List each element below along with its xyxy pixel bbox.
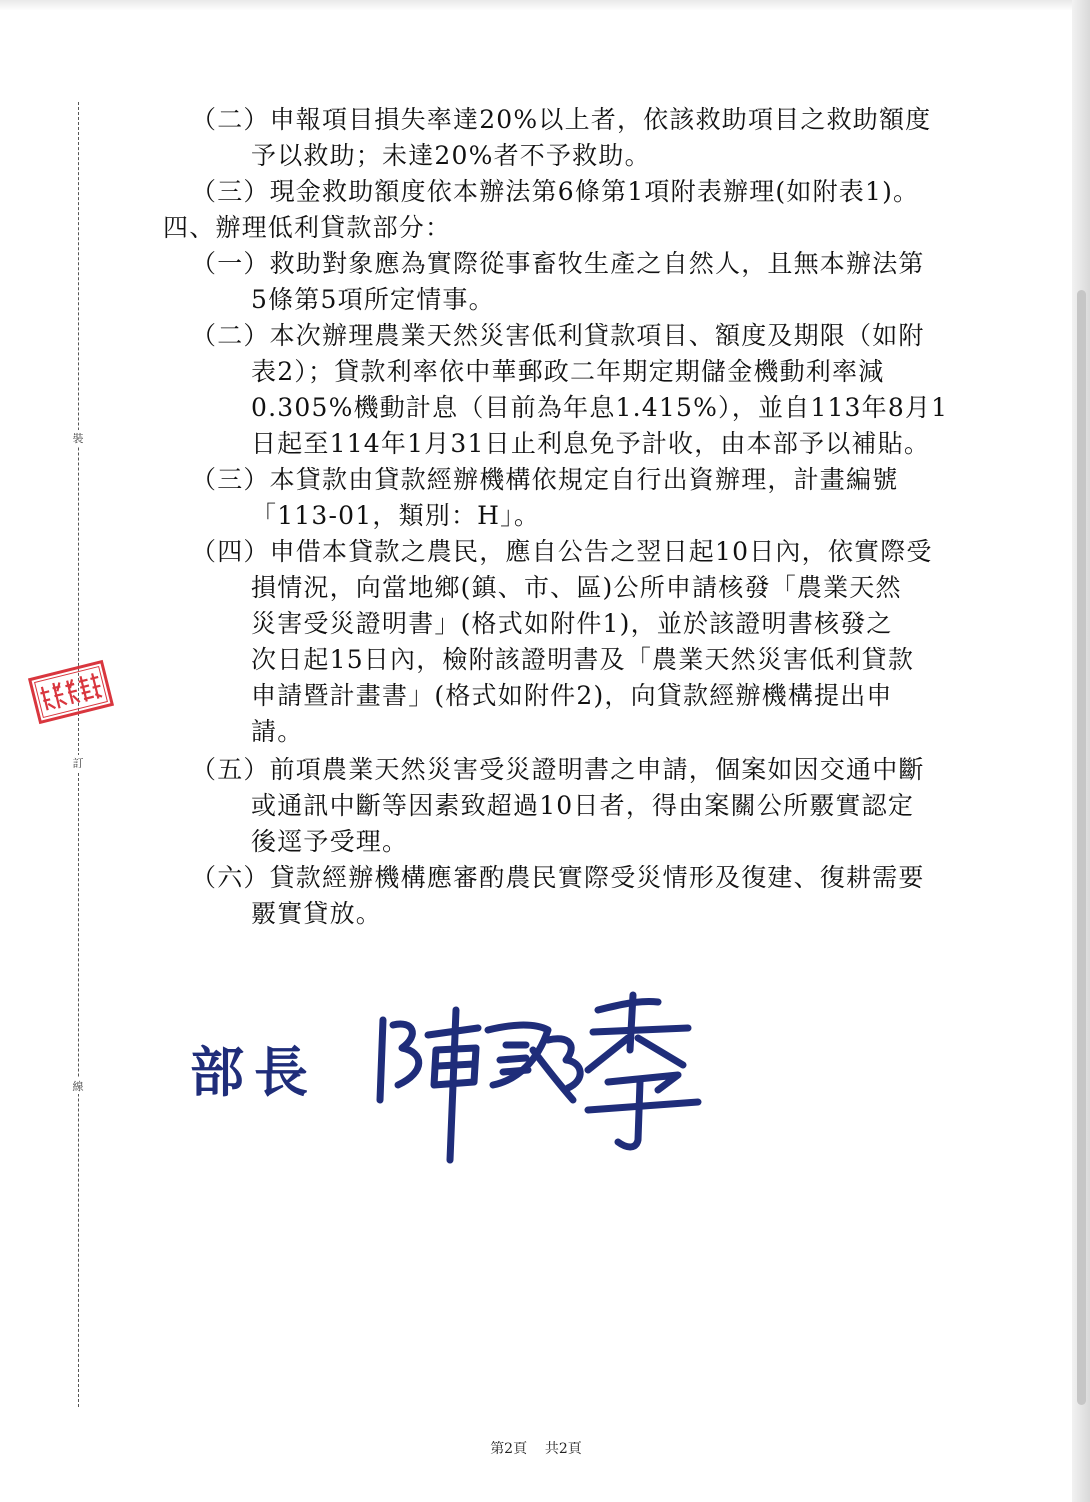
body-line-10: 日起至114年1月31日止利息免予計收，由本部予以補貼。	[251, 429, 931, 458]
body-line-21: 後逕予受理。	[251, 827, 409, 856]
body-line-9: 0.305%機動計息（目前為年息1.415%），並自113年8月1	[251, 393, 949, 422]
body-line-18: 請。	[251, 717, 304, 746]
body-line-15: 災害受災證明書」(格式如附件1)，並於該證明書核發之	[251, 609, 893, 638]
body-line-8: 表2）；貸款利率依中華郵政二年期定期儲金機動利率減	[251, 357, 885, 386]
binding-mark-zhuang: 裝	[70, 430, 86, 446]
body-line-12: 「113-01，類別：H」。	[251, 501, 541, 530]
body-line-1: （二）申報項目損失率達20%以上者，依該救助項目之救助額度	[191, 105, 932, 134]
body-line-14: 損情況，向當地鄉(鎮、市、區)公所申請核發「農業天然	[251, 573, 902, 602]
body-line-3: （三）現金救助額度依本辦法第6條第1項附表辦理(如附表1)。	[191, 177, 920, 206]
body-line-11: （三）本貸款由貸款經辦機構依規定自行出資辦理，計畫編號	[191, 465, 899, 494]
body-line-19: （五）前項農業天然災害受災證明書之申請，個案如因交通中斷	[191, 755, 925, 784]
body-line-13: （四）申借本貸款之農民，應自公告之翌日起10日內，依實際受	[191, 537, 933, 566]
body-line-16: 次日起15日內，檢附該證明書及「農業天然災害低利貸款	[251, 645, 915, 674]
body-line-22: （六）貸款經辦機構應審酌農民實際受災情形及復建、復耕需要	[191, 863, 925, 892]
body-line-7: （二）本次辦理農業天然災害低利貸款項目、額度及期限（如附	[191, 321, 925, 350]
section-heading-4: 四、辦理低利貸款部分：	[163, 213, 452, 242]
page-footer: 第2頁 共2頁	[490, 1441, 582, 1457]
body-line-6: 5條第5項所定情事。	[251, 285, 495, 314]
minister-title: 部長	[190, 1040, 318, 1104]
handwritten-signature	[188, 990, 748, 1170]
page-top-edge	[0, 0, 1090, 10]
vertical-scrollbar[interactable]	[1077, 290, 1086, 1405]
binding-mark-ding: 訂	[70, 755, 86, 771]
body-line-17: 申請暨計畫書」(格式如附件2)，向貸款經辦機構提出申	[251, 681, 893, 710]
binding-mark-xian: 線	[70, 1078, 86, 1094]
body-line-23: 覈實貸放。	[251, 899, 383, 928]
red-seal-stamp	[27, 659, 114, 724]
body-line-5: （一）救助對象應為實際從事畜牧生產之自然人，且無本辦法第	[191, 249, 925, 278]
body-line-2: 予以救助；未達20%者不予救助。	[251, 141, 651, 170]
body-line-20: 或通訊中斷等因素致超過10日者，得由案關公所覈實認定	[251, 791, 915, 820]
